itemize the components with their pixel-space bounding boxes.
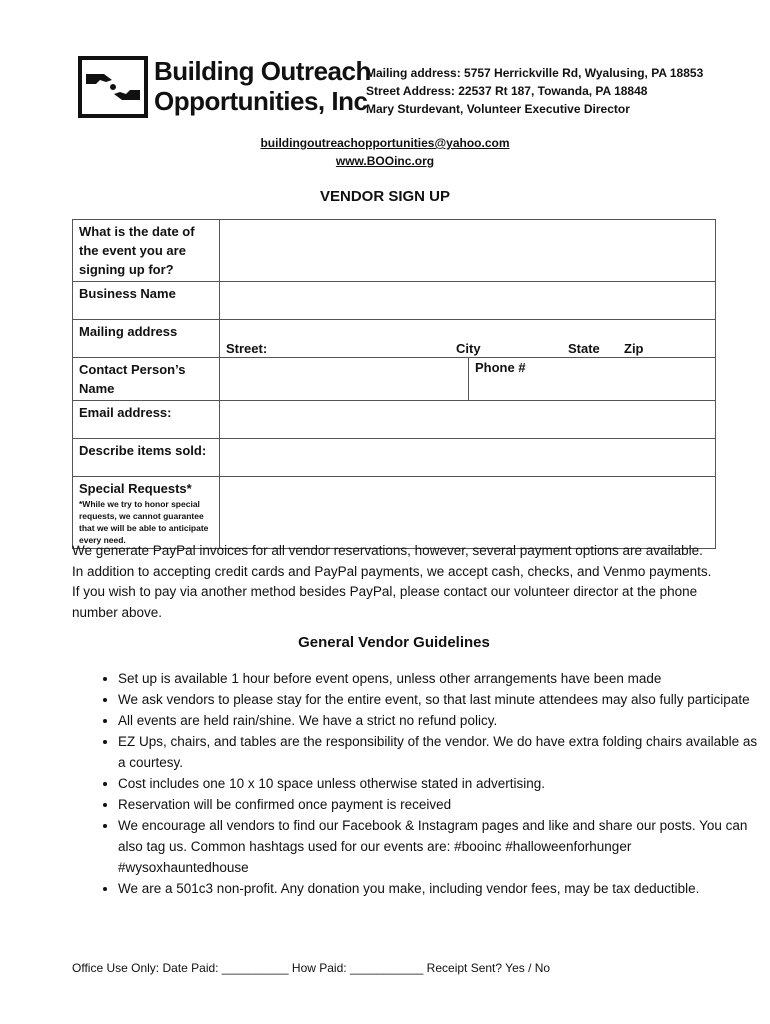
vendor-form [72, 219, 716, 549]
director-name: Mary Sturdevant, Volunteer Executive Director [366, 102, 630, 116]
special-requests-field[interactable] [220, 477, 716, 549]
office-use-footer: Office Use Only: Date Paid: __________ How Paid: ___________ Receipt Sent? Yes / No [72, 961, 551, 975]
phone-field[interactable] [469, 358, 716, 401]
street-address: Street Address: 22537 Rt 187, Towanda, PA 18848 [366, 84, 648, 98]
list-item: • Cost includes one 10 x 10 space unless otherwise stated in advertising. [118, 773, 758, 794]
special-requests-cell [73, 477, 220, 549]
list-item: • We are a 501c3 non-profit. Any donation you make, including vendor fees, may be tax deductible. [118, 878, 758, 899]
list-item: • We ask vendors to please stay for the entire event, so that last minute attendees may also fully participate [118, 689, 758, 710]
state-label: State [568, 341, 600, 356]
zip-label: Zip [624, 341, 644, 356]
email-field[interactable] [220, 401, 716, 439]
mailing-address-field[interactable] [220, 320, 716, 358]
contact-links [0, 134, 770, 170]
items-sold-field[interactable] [220, 439, 716, 477]
guidelines-list [72, 668, 758, 899]
address-block [366, 64, 703, 118]
hands-logo-icon [78, 56, 148, 118]
email-label: Email address: [73, 401, 220, 439]
phone-label: Phone # [475, 360, 526, 375]
contact-person-field[interactable] [220, 358, 469, 401]
logo-text-line1: Building Outreach [154, 56, 371, 86]
special-requests-label: Special Requests* [79, 481, 192, 496]
list-item: • Set up is available 1 hour before event opens, unless other arrangements have been made [118, 668, 758, 689]
mailing-address: Mailing address: 5757 Herrickville Rd, Wyalusing, PA 18853 [366, 66, 704, 80]
items-sold-label: Describe items sold: [73, 439, 220, 477]
list-item: • All events are held rain/shine. We have a strict no refund policy. [118, 710, 758, 731]
list-item: • EZ Ups, chairs, and tables are the responsibility of the vendor. We do have extra folding chairs available as a courtesy. [118, 731, 758, 773]
street-label: Street: [226, 341, 268, 356]
list-item: • Reservation will be confirmed once payment is received [118, 794, 758, 815]
website-link[interactable]: www.BOOinc.org [335, 154, 435, 168]
list-item: • We encourage all vendors to find our Facebook & Instagram pages and like and share our posts. You can also tag us. Common hashtags used for our events are: #booinc #halloweenforhunger #wysoxhauntedhouse [118, 815, 758, 878]
city-label: City [456, 341, 481, 356]
business-name-field[interactable] [220, 282, 716, 320]
date-field[interactable] [220, 220, 716, 282]
mailing-address-label: Mailing address [73, 320, 220, 358]
logo-text-line2: Opportunities, Inc [154, 86, 368, 116]
business-name-label: Business Name [73, 282, 220, 320]
page-title: VENDOR SIGN UP [319, 188, 451, 205]
logo [78, 56, 371, 120]
email-link[interactable]: buildingoutreachopportunities@yahoo.com [260, 136, 510, 150]
date-label: What is the date of the event you are signing up for? [73, 220, 220, 282]
payment-paragraph: We generate PayPal invoices for all vendor reservations, however, several payment options are available. In addition to accepting credit cards and PayPal payments, we accept cash, checks, and Venmo payments. If you wish to pay via another method besides PayPal, please contact our volunteer director at the phone number above. [72, 543, 712, 620]
special-requests-note: *While we try to honor special requests, we cannot guarantee that we will be able to anticipate every need. [79, 499, 209, 545]
guidelines-title: General Vendor Guidelines [298, 634, 490, 651]
contact-person-label: Contact Person’s Name [73, 358, 220, 401]
